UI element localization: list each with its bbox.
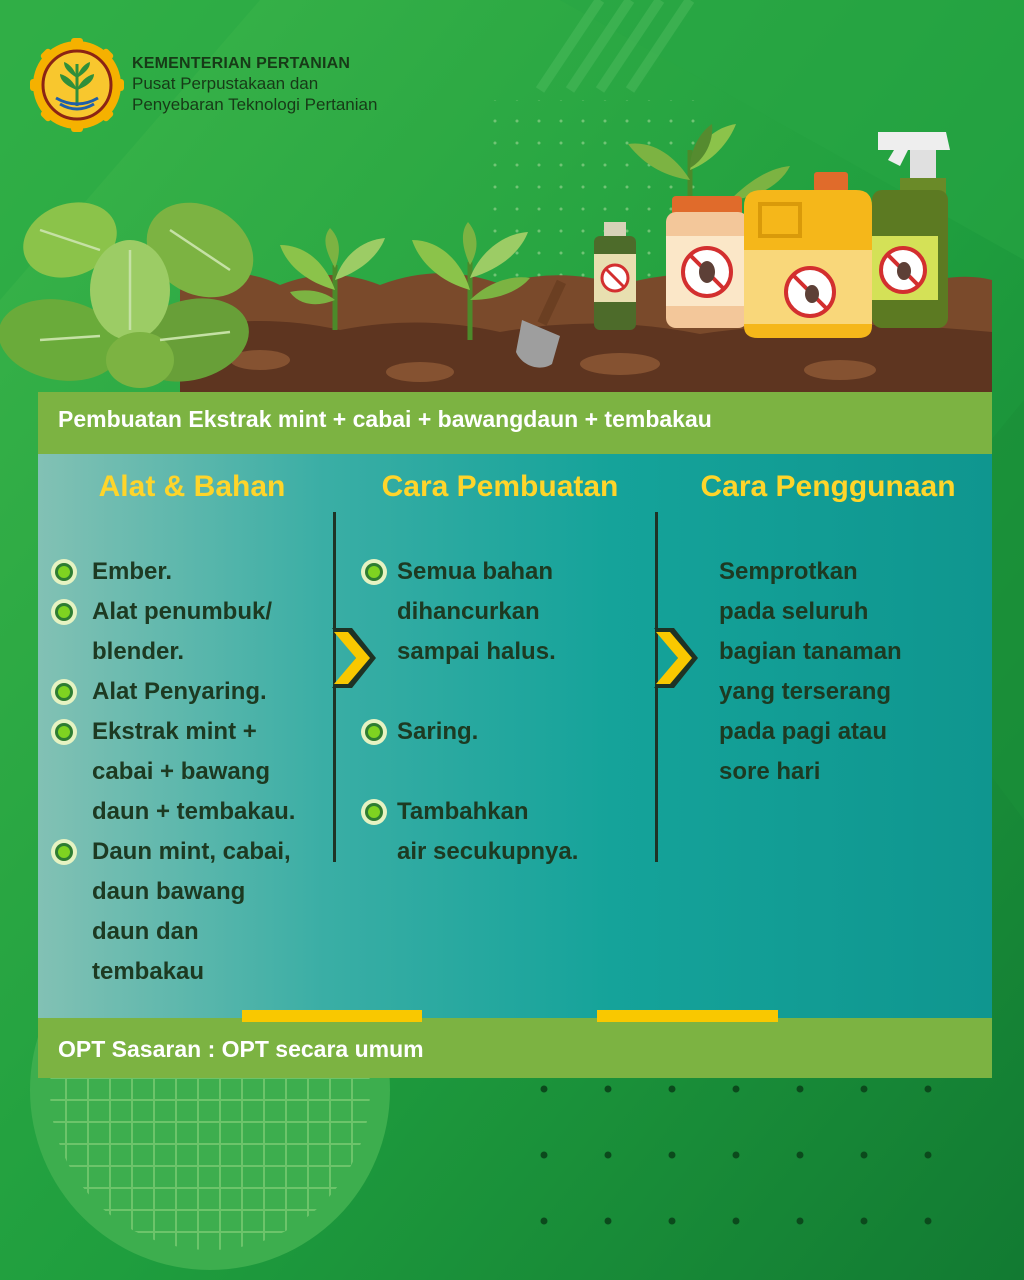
list-item-line: sampai halus. bbox=[397, 638, 556, 665]
bullet-dot-icon bbox=[50, 838, 78, 866]
pesticide-bottle-icon bbox=[666, 196, 748, 328]
garden-illustration bbox=[0, 120, 1024, 400]
list-item-line: Ekstrak mint + bbox=[92, 718, 257, 745]
usage-line: pada seluruh bbox=[719, 598, 869, 625]
list-item-line: daun dan bbox=[92, 918, 199, 945]
list-item-line: daun bawang bbox=[92, 878, 246, 905]
list-item-line: Ember. bbox=[92, 558, 173, 585]
org-line-3: Penyebaran Teknologi Pertanian bbox=[132, 95, 378, 114]
bullet-dot-icon bbox=[360, 558, 388, 586]
usage-line: yang terserang bbox=[719, 678, 892, 705]
pesticide-bottle-icon bbox=[594, 222, 636, 330]
page-title: Pembuatan Ekstrak mint + cabai + bawangdaun + tembakau bbox=[58, 406, 712, 432]
list-item-line: air secukupnya. bbox=[397, 838, 579, 865]
list-item-line: tembakau bbox=[92, 958, 205, 985]
organization-name bbox=[132, 54, 377, 115]
list-item-line: Saring. bbox=[397, 718, 479, 745]
pesticide-bottle-icon bbox=[744, 172, 872, 338]
usage-line: pada pagi atau bbox=[719, 718, 888, 745]
bullet-dot-icon bbox=[360, 718, 388, 746]
usage-line: Semprotkan bbox=[719, 558, 858, 585]
usage-line: bagian tanaman bbox=[719, 638, 902, 665]
list-item-line: cabai + bawang bbox=[92, 758, 271, 785]
heading-cara-pembuatan: Cara Pembuatan bbox=[381, 470, 619, 503]
list-item-line: daun + tembakau. bbox=[92, 798, 296, 825]
list-item-line: Daun mint, cabai, bbox=[92, 838, 291, 865]
list-item-line: Semua bahan bbox=[397, 558, 554, 585]
bullet-dot-icon bbox=[50, 718, 78, 746]
accent-bar bbox=[242, 1010, 422, 1022]
ministry-logo-icon bbox=[30, 38, 124, 132]
list-item-line: Tambahkan bbox=[397, 798, 529, 825]
accent-bar bbox=[597, 1010, 778, 1022]
org-line-2: Pusat Perpustakaan dan bbox=[132, 74, 319, 93]
bullet-dot-icon bbox=[50, 678, 78, 706]
heading-alat-bahan: Alat & Bahan bbox=[98, 470, 286, 503]
spray-bottle-icon bbox=[872, 132, 950, 328]
list-item-line: dihancurkan bbox=[397, 598, 540, 625]
bullet-dot-icon bbox=[50, 598, 78, 626]
bullet-dot-icon bbox=[360, 798, 388, 826]
org-line-1: KEMENTERIAN PERTANIAN bbox=[132, 55, 351, 72]
heading-cara-penggunaan: Cara Penggunaan bbox=[700, 470, 956, 503]
bullet-dot-icon bbox=[50, 558, 78, 586]
list-item-line: blender. bbox=[92, 638, 185, 665]
footer-text: OPT Sasaran : OPT secara umum bbox=[58, 1036, 424, 1062]
usage-line: sore hari bbox=[719, 758, 821, 785]
chevron-right-icon bbox=[654, 628, 704, 688]
list-item-line: Alat penumbuk/ bbox=[92, 598, 273, 625]
list-item-line: Alat Penyaring. bbox=[92, 678, 267, 705]
mint-leaves-icon bbox=[0, 184, 270, 394]
cara-penggunaan-text bbox=[719, 552, 979, 792]
